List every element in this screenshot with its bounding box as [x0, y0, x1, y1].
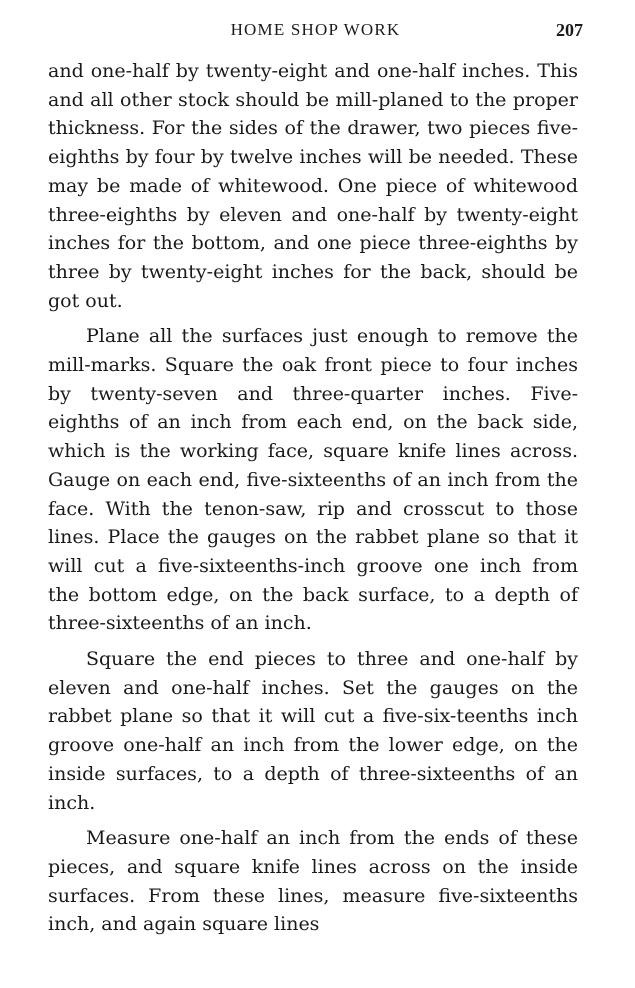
paragraph-2: Plane all the surfaces just enough to remove the mill-marks. Square the oak front piece to four inches by twenty-seven and three-quarter inches. Five-eighths of an inch from each end, on the back side, which is the working face, square knife lines across. Gauge on each end, five-sixteenths of an inch from the face. With the tenon-saw, rip and crosscut to those lines. Place the gauges on the rabbet plane so that it will cut a five-sixteenths-inch groove one inch from the bottom edge, on the back surface, to a depth of three-sixteenths of an inch. — [48, 325, 578, 635]
paragraph-4: Measure one-half an inch from the ends of these pieces, and square knife lines across on the inside surfaces. From these lines, measure five-sixteenths inch, and again square lines — [48, 827, 578, 936]
running-title: HOME SHOP WORK — [230, 20, 401, 39]
paragraph-3: Square the end pieces to three and one-half by eleven and one-half inches. Set the gauges on the rabbet plane so that it will cut a five-six-teenths inch groove one-half an inch from the lower edge, on the inside surfaces, to a depth of three-sixteenths of an inch. — [48, 648, 578, 814]
body-text — [48, 57, 578, 946]
running-head — [48, 20, 583, 44]
page-number: 207 — [556, 20, 583, 40]
paragraph-1: and one-half by twenty-eight and one-half inches. This and all other stock should be mill-planed to the proper thickness. For the sides of the drawer, two pieces five-eighths by four by twelve inches will be needed. These may be made of whitewood. One piece of whitewood three-eighths by eleven and one-half by twenty-eight inches for the bottom, and one piece three-eighths by three by twenty-eight inches for the back, should be got out. — [48, 60, 578, 312]
